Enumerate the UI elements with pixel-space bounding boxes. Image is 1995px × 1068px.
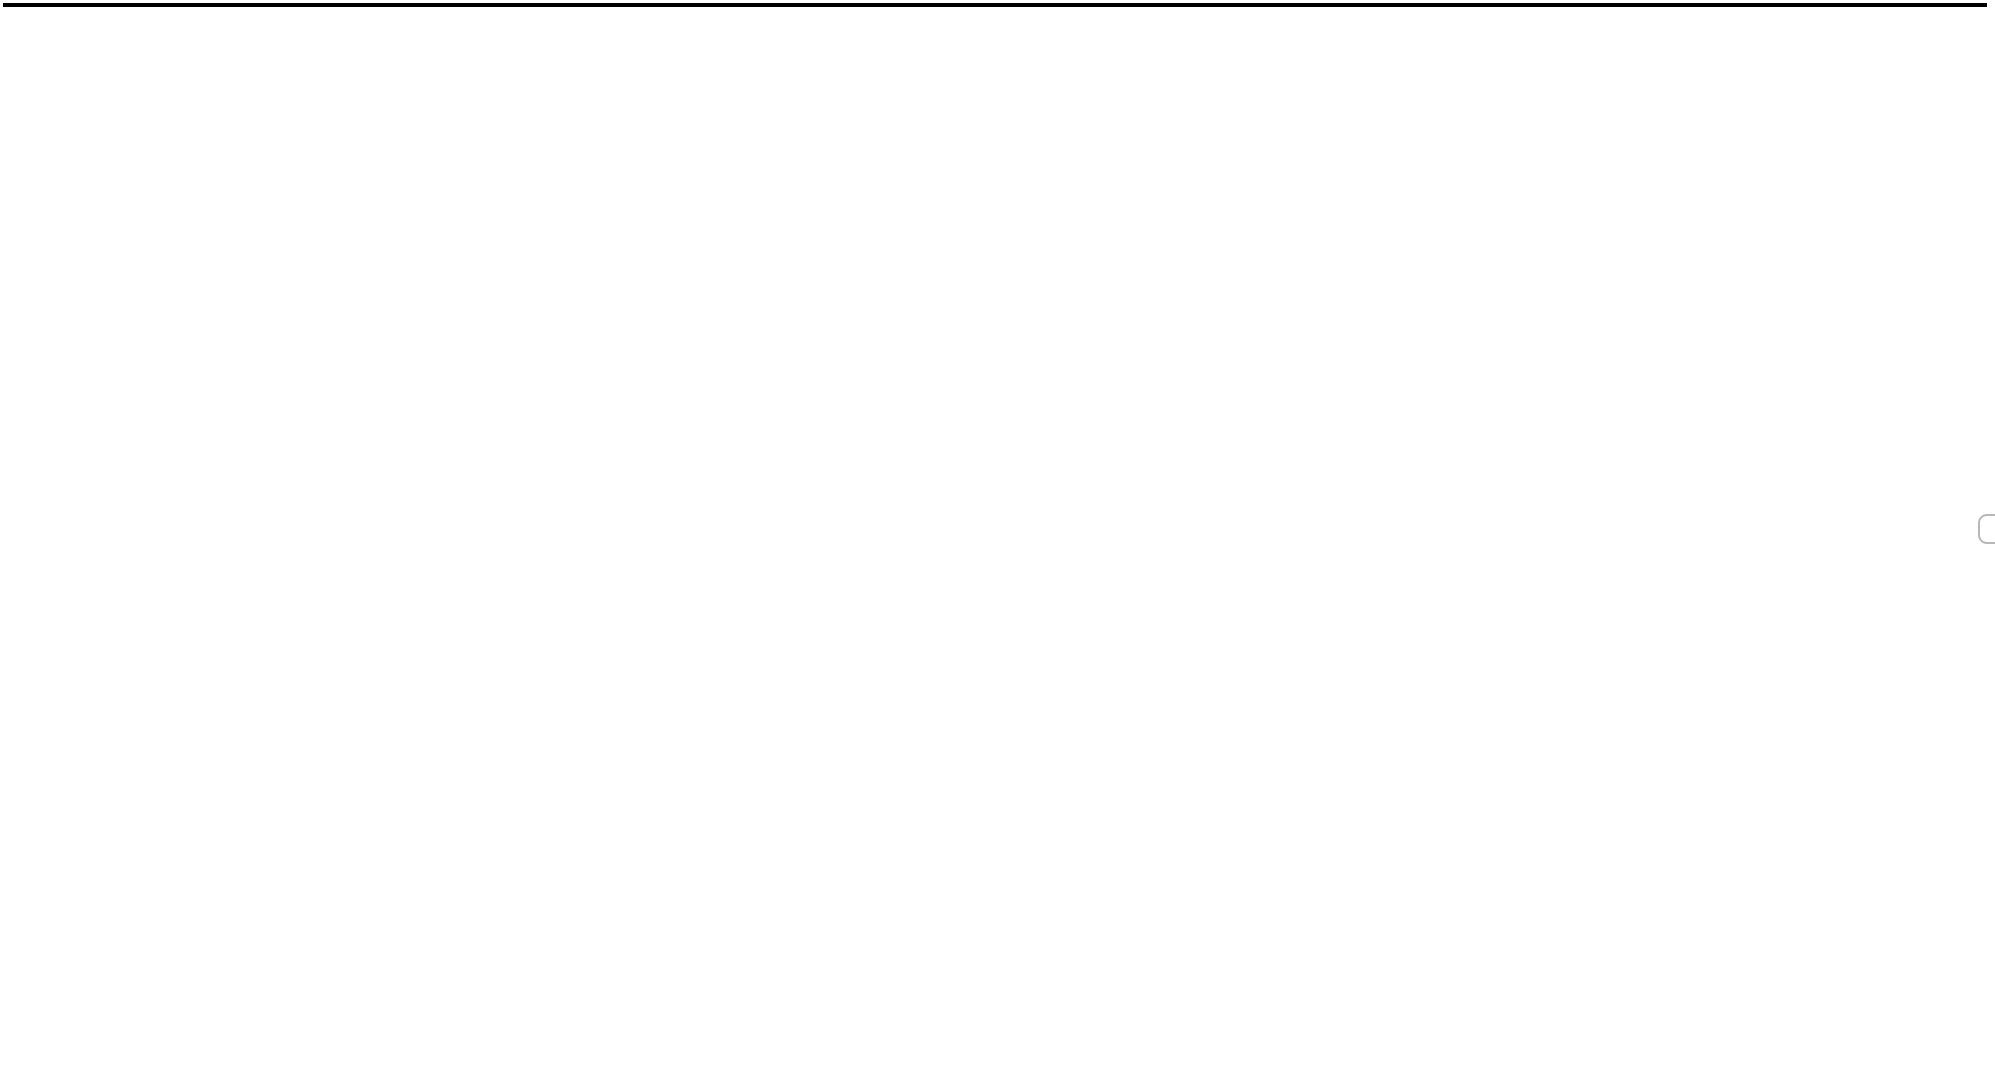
recruitment-table	[3, 3, 1987, 7]
edge-artifact	[1978, 514, 1995, 544]
